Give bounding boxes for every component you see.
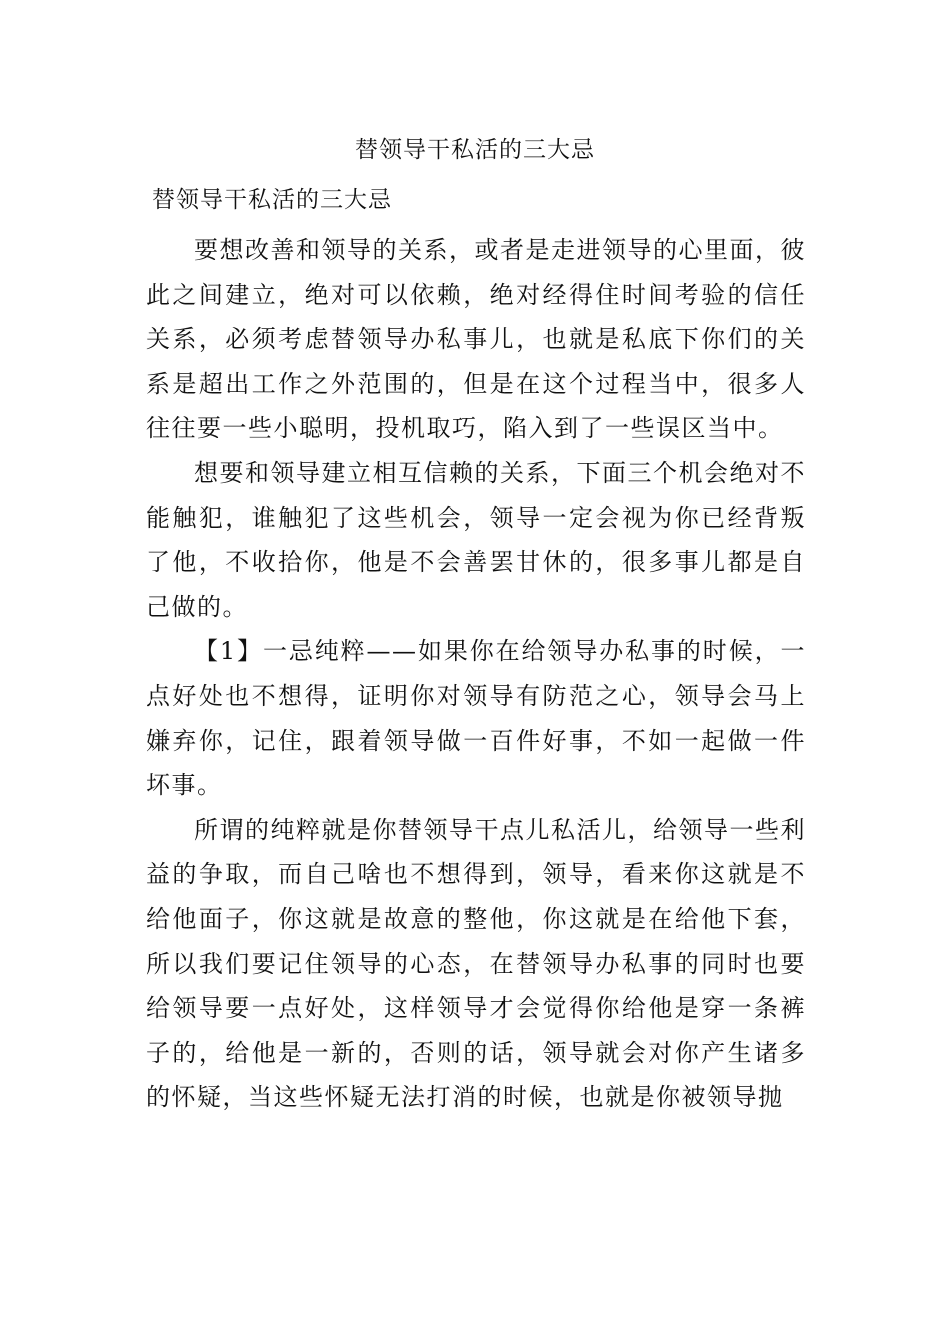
document-title: 替领导干私活的三大忌 [355, 137, 595, 163]
document-subtitle: 替领导干私活的三大忌 [152, 187, 392, 213]
paragraph-1: 要想改善和领导的关系，或者是走进领导的心里面，彼此之间建立，绝对可以依赖，绝对经得住时间考验的信任关系，必须考虑替领导办私事儿，也就是私底下你们的关系是超出工作之外范围的，但是在这个过程当中，很多人往往要一些小聪明，投机取巧，陷入到了一些误区当中。 [146, 236, 806, 443]
document-body [146, 228, 806, 1120]
paragraph-2: 想要和领导建立相互信赖的关系，下面三个机会绝对不能触犯，谁触犯了这些机会，领导一定会视为你已经背叛了他，不收拾你，他是不会善罢甘休的，很多事儿都是自己做的。 [146, 458, 806, 621]
paragraph-3: 【1】一忌纯粹——如果你在给领导办私事的时候，一点好处也不想得，证明你对领导有防范之心，领导会马上嫌弃你，记住，跟着领导做一百件好事，不如一起做一件坏事。 [146, 637, 806, 800]
paragraph-4: 所谓的纯粹就是你替领导干点儿私活儿，给领导一些利益的争取，而自己啥也不想得到，领导，看来你这就是不给他面子，你这就是故意的整他，你这就是在给他下套，所以我们要记住领导的心态，在替领导办私事的同时也要给领导要一点好处，这样领导才会觉得你给他是穿一条裤子的，给他是一新的，否则的话，领导就会对你产生诸多的怀疑，当这些怀疑无法打消的时候，也就是你被领导抛 [146, 815, 806, 1112]
